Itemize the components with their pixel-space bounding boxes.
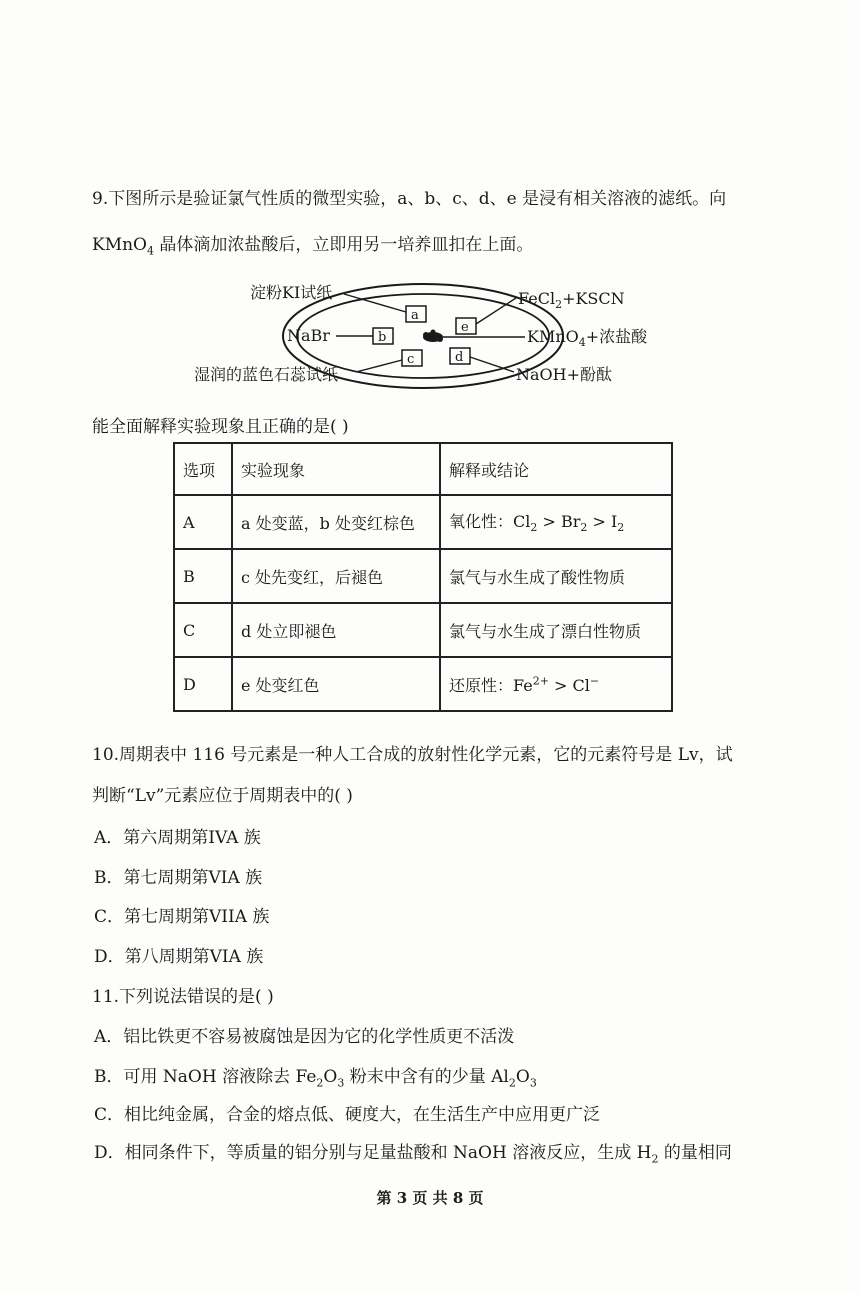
kmno4-crystal-icon — [423, 330, 443, 343]
header-option: 选项 — [174, 443, 232, 495]
row-phenomenon: a 处变蓝，b 处变红棕色 — [232, 495, 440, 549]
row-phenomenon: d 处立即褪色 — [232, 603, 440, 657]
row-explanation: 氯气与水生成了酸性物质 — [440, 549, 672, 603]
q9-stem-line1: 9.下图所示是验证氯气性质的微型实验，a、b、c、d、e 是浸有相关溶液的滤纸。向 — [92, 189, 727, 209]
row-option: B — [174, 549, 232, 603]
q11-stem: 11.下列说法错误的是( ) — [92, 987, 274, 1007]
label-b: NaBr — [287, 326, 330, 345]
q10-stem-line2: 判断“Lv”元素应位于周期表中的( ) — [92, 786, 353, 806]
row-option: D — [174, 657, 232, 711]
row-phenomenon: e 处变红色 — [232, 657, 440, 711]
box-c-label: c — [407, 352, 415, 367]
label-e: FeCl$_2$+KSCN — [518, 289, 625, 311]
q9-options-table — [173, 442, 673, 712]
q11-option-a: A．铝比铁更不容易被腐蚀是因为它的化学性质更不活泼 — [94, 1027, 515, 1047]
q11-option-d: D．相同条件下，等质量的铝分别与足量盐酸和 NaOH 溶液反应，生成 $H_2$ 的量相同 — [94, 1143, 732, 1166]
row-phenomenon: c 处先变红，后褪色 — [232, 549, 440, 603]
label-c: 湿润的蓝色石蕊试纸 — [194, 365, 339, 384]
leader-c — [356, 360, 402, 372]
box-d-label: d — [455, 350, 464, 365]
box-a-label: a — [411, 308, 419, 323]
label-a: 淀粉KI试纸 — [250, 283, 333, 302]
row-option: A — [174, 495, 232, 549]
row-explanation: 氧化性：$Cl_2 > Br_2 > I_2$ — [440, 495, 672, 549]
row-option: C — [174, 603, 232, 657]
q10-option-a: A．第六周期第IVA 族 — [94, 828, 261, 848]
q11-option-c: C．相比纯金属，合金的熔点低、硬度大，在生活生产中应用更广泛 — [94, 1105, 601, 1125]
table-row — [174, 657, 672, 711]
q9-prompt: 能全面解释实验现象且正确的是( ) — [92, 417, 349, 437]
q10-option-c: C．第七周期第VIIA 族 — [94, 907, 270, 927]
q10-option-d: D．第八周期第VIA 族 — [94, 947, 264, 967]
table-row — [174, 549, 672, 603]
leader-d — [470, 357, 514, 372]
label-d: NaOH+酚酞 — [516, 365, 613, 384]
q9-stem-line2: KMnO$_4$ 晶体滴加浓盐酸后，立即用另一培养皿扣在上面。 — [92, 235, 534, 258]
label-center: KMnO$_4$+浓盐酸 — [527, 327, 648, 349]
header-phenomenon: 实验现象 — [232, 443, 440, 495]
q11-option-b: B．可用 NaOH 溶液除去 $Fe_2O_3$ 粉末中含有的少量 $Al_2O_3$ — [94, 1067, 537, 1090]
table-row — [174, 495, 672, 549]
box-b-label: b — [378, 330, 387, 345]
q10-stem-line1: 10.周期表中 116 号元素是一种人工合成的放射性化学元素，它的元素符号是 Lv，试 — [92, 745, 733, 765]
page-footer: 第 3 页 共 8 页 — [376, 1189, 484, 1207]
table-header-row — [174, 443, 672, 495]
petri-dish-diagram — [180, 274, 680, 394]
row-explanation: 氯气与水生成了漂白性物质 — [440, 603, 672, 657]
row-explanation: 还原性：$Fe^{2+} > Cl^-$ — [440, 657, 672, 711]
box-e-label: e — [461, 320, 469, 335]
header-explanation: 解释或结论 — [440, 443, 672, 495]
table-row — [174, 603, 672, 657]
q10-option-b: B．第七周期第VIA 族 — [94, 868, 263, 888]
